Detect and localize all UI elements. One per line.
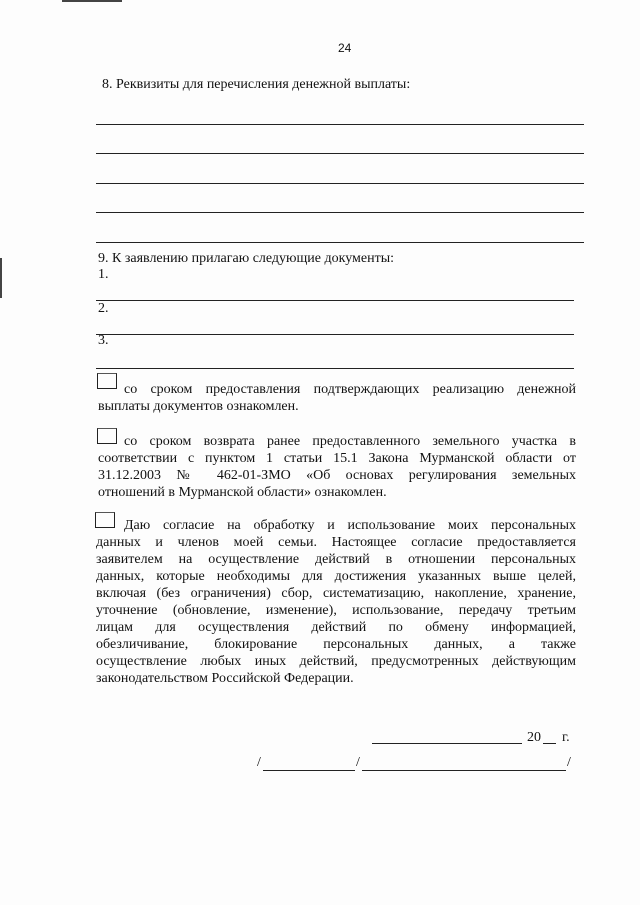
section8-title: 8. Реквизиты для перечисления денежной выплаты:	[102, 77, 411, 92]
date-year-field[interactable]	[543, 743, 556, 744]
consent-line-10: законодательством Российской Федерации.	[96, 671, 354, 686]
consent-line-5: включая (без ограничения) сбор, систематизацию, накопление, хранение,	[96, 586, 576, 601]
section9-item-3: 3.	[98, 333, 109, 348]
consent-line-7: лицам для осуществления действий по обмену информацией,	[96, 620, 576, 635]
section8-line-5[interactable]	[96, 242, 584, 243]
scan-mark-left	[0, 258, 2, 298]
section9-item-2: 2.	[98, 301, 109, 316]
acknowledge-land-return-line-2: соответствии с пунктом 1 статьи 15.1 Закона Мурманской области от	[98, 451, 576, 466]
acknowledge-land-return-text	[98, 433, 576, 501]
section8-line-2[interactable]	[96, 153, 584, 154]
section8-line-1[interactable]	[96, 124, 584, 125]
acknowledge-payment-docs-line-2: выплаты документов ознакомлен.	[98, 399, 299, 414]
section9-item-1: 1.	[98, 267, 109, 282]
page-number: 24	[338, 41, 352, 55]
acknowledge-payment-docs-line-1: со сроком предоставления подтверждающих реализацию денежной	[124, 382, 576, 397]
section8-line-4[interactable]	[96, 212, 584, 213]
consent-line-1: Даю согласие на обработку и использование моих персональных	[124, 518, 576, 533]
personal-data-consent-text	[96, 517, 576, 687]
consent-line-6: уточнение (обновление, изменение), использование, передачу третьим	[96, 603, 576, 618]
section9-item-3-line[interactable]	[96, 368, 574, 369]
signature-name-field[interactable]	[362, 770, 566, 771]
section9-item-1-line[interactable]	[96, 300, 574, 301]
section9-item-2-line[interactable]	[96, 334, 574, 335]
date-year-prefix: 20	[527, 730, 541, 745]
scan-mark-top	[62, 0, 122, 2]
consent-line-4: данных, которые необходимы для достижения указанных выше целей,	[96, 569, 576, 584]
signature-slash-1: /	[257, 755, 261, 770]
section9-title: 9. К заявлению прилагаю следующие документы:	[98, 251, 395, 266]
consent-line-8: обезличивание, блокирование персональных данных, а также	[96, 637, 576, 652]
signature-slash-2: /	[356, 755, 360, 770]
consent-line-3: заявителем на осуществление действий в отношении персональных	[96, 552, 576, 567]
acknowledge-payment-docs-text	[98, 381, 576, 415]
consent-line-2: данных и членов моей семьи. Настоящее согласие предоставляется	[96, 535, 576, 550]
acknowledge-land-return-line-4: отношений в Мурманской области» ознакомлен.	[98, 485, 387, 500]
consent-line-9: осуществление любых иных действий, предусмотренных действующим	[96, 654, 576, 669]
section8-line-3[interactable]	[96, 183, 584, 184]
date-year-suffix: г.	[562, 730, 570, 745]
signature-field[interactable]	[263, 770, 355, 771]
acknowledge-land-return-line-3: 31.12.2003 № 462-01-ЗМО «Об основах регулирования земельных	[98, 468, 576, 483]
date-day-month-field[interactable]	[372, 743, 522, 744]
signature-slash-3: /	[567, 755, 571, 770]
acknowledge-land-return-line-1: со сроком возврата ранее предоставленного земельного участка в	[124, 434, 576, 449]
